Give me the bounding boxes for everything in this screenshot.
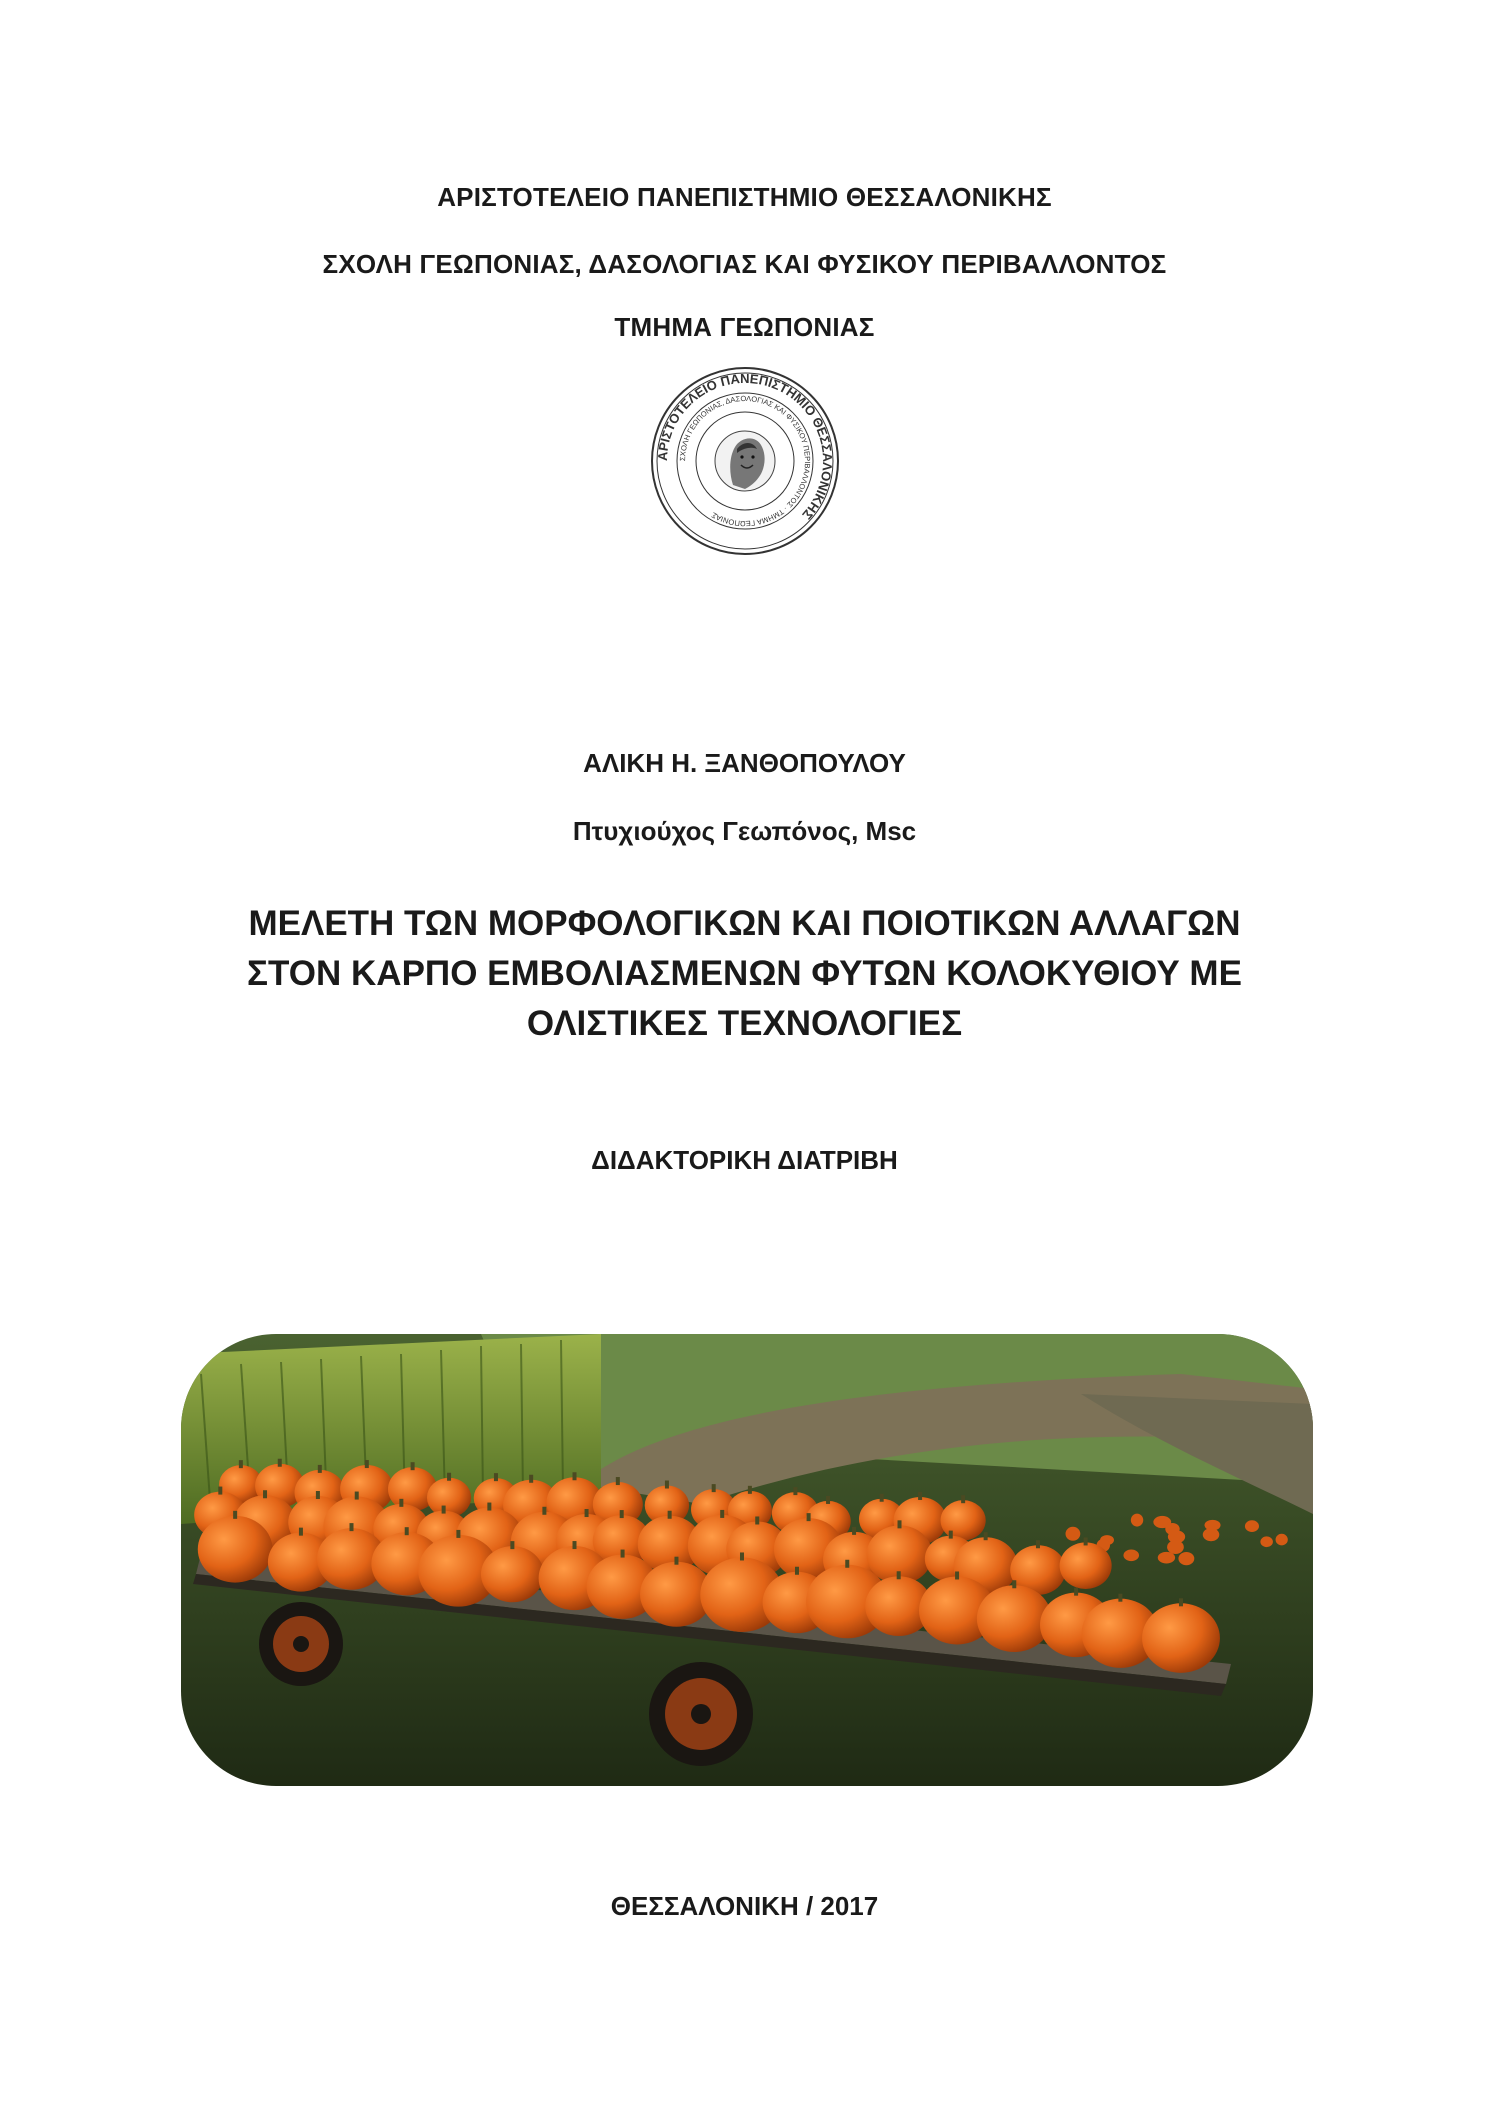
pumpkin-stem bbox=[665, 1481, 669, 1489]
thesis-title-line-3: ΟΛΙΣΤΙΚΕΣ ΤΕΧΝΟΛΟΓΙΕΣ bbox=[526, 1004, 963, 1043]
pumpkin-stem bbox=[793, 1487, 797, 1495]
pumpkin-stem bbox=[961, 1495, 965, 1503]
cover-photo-pumpkin-wagon bbox=[181, 1334, 1313, 1786]
pumpkin-stem bbox=[318, 1465, 322, 1473]
pumpkin-stem bbox=[1012, 1580, 1016, 1588]
pumpkin-stem bbox=[487, 1503, 491, 1511]
wagon-wheel bbox=[259, 1602, 343, 1686]
pumpkin-stem bbox=[573, 1472, 577, 1480]
pumpkin-stem bbox=[807, 1513, 811, 1521]
pumpkin-stem bbox=[239, 1460, 243, 1468]
pumpkin-stem bbox=[984, 1532, 988, 1540]
pumpkin-stem bbox=[585, 1509, 589, 1517]
distant-pumpkin bbox=[1178, 1552, 1194, 1565]
pumpkin-stem bbox=[411, 1462, 415, 1470]
pumpkin-stem bbox=[748, 1486, 752, 1494]
pumpkin-stem bbox=[1084, 1537, 1088, 1545]
seal-inner-text: ΣΧΟΛΗ ΓΕΩΠΟΝΙΑΣ, ΔΑΣΟΛΟΓΙΑΣ ΚΑΙ ΦΥΣΙΚΟΥ ΠΕΡΙΒΑΛΛΟΝΤΟΣ · ΤΜΗΜΑ ΓΕΩΠΟΝΙΑΣ bbox=[677, 393, 813, 529]
pumpkin-stem bbox=[720, 1510, 724, 1518]
pumpkin bbox=[1142, 1603, 1220, 1673]
pumpkin-stem bbox=[447, 1473, 451, 1481]
distant-pumpkin bbox=[1123, 1550, 1139, 1562]
pumpkin-stem bbox=[405, 1527, 409, 1535]
pumpkin-stem bbox=[1179, 1598, 1183, 1606]
pumpkin-stem bbox=[233, 1511, 237, 1519]
pumpkin-stem bbox=[1036, 1540, 1040, 1548]
distant-pumpkin bbox=[1276, 1534, 1288, 1546]
pumpkin-stem bbox=[845, 1560, 849, 1568]
department-name: ΤΜΗΜΑ ΓΕΩΠΟΝΙΑΣ bbox=[614, 312, 875, 342]
university-seal bbox=[649, 365, 841, 557]
pumpkin-stem bbox=[218, 1487, 222, 1495]
pumpkin-stem bbox=[399, 1499, 403, 1507]
pumpkin-stem bbox=[955, 1571, 959, 1579]
distant-pumpkin bbox=[1131, 1514, 1143, 1527]
pumpkin-stem bbox=[898, 1520, 902, 1528]
pumpkin-stem bbox=[755, 1516, 759, 1524]
pumpkin bbox=[977, 1585, 1052, 1652]
pumpkin-stem bbox=[299, 1528, 303, 1536]
pumpkin-stem bbox=[1074, 1588, 1078, 1596]
pumpkin-stem bbox=[573, 1541, 577, 1549]
pumpkin-stem bbox=[897, 1571, 901, 1579]
distant-pumpkin bbox=[1065, 1527, 1080, 1541]
pumpkin-stem bbox=[880, 1494, 884, 1502]
pumpkin-stem bbox=[355, 1492, 359, 1500]
pumpkin-stem bbox=[1118, 1594, 1122, 1602]
pumpkin-stem bbox=[442, 1506, 446, 1514]
seal-outer-text: ΑΡΙΣΤΟΤΕΛΕΙΟ ΠΑΝΕΠΙΣΤΗΜΙΟ ΘΕΣΣΑΛΟΝΙΚΗΣ bbox=[654, 370, 836, 523]
pumpkin bbox=[941, 1500, 986, 1540]
pumpkin-stem bbox=[616, 1477, 620, 1485]
pumpkin-stem bbox=[668, 1511, 672, 1519]
pumpkin-stem bbox=[852, 1527, 856, 1535]
document-type: ΔΙΔΑΚΤΟΡΙΚΗ ΔΙΑΤΡΙΒΗ bbox=[591, 1145, 898, 1175]
pumpkin-stem bbox=[350, 1523, 354, 1531]
pumpkin-stem bbox=[620, 1510, 624, 1518]
pumpkin bbox=[198, 1516, 273, 1583]
author-name: ΑΛΙΚΗ Η. ΞΑΝΘΟΠΟΥΛΟΥ bbox=[583, 748, 906, 778]
distant-pumpkin bbox=[1260, 1536, 1273, 1547]
pumpkin-stem bbox=[316, 1491, 320, 1499]
distant-pumpkin bbox=[1205, 1520, 1221, 1531]
pumpkin-stem bbox=[510, 1541, 514, 1549]
pumpkin bbox=[481, 1546, 544, 1602]
pumpkin-stem bbox=[263, 1490, 267, 1498]
place-year: ΘΕΣΣΑΛΟΝΙΚΗ / 2017 bbox=[610, 1891, 879, 1921]
seal-head-emblem bbox=[715, 431, 775, 491]
thesis-title-line-1: ΜΕΛΕΤΗ ΤΩΝ ΜΟΡΦΟΛΟΓΙΚΩΝ ΚΑΙ ΠΟΙΟΤΙΚΩΝ ΑΛΛΑΓΩΝ bbox=[248, 904, 1241, 943]
pumpkin-stem bbox=[949, 1531, 953, 1539]
distant-pumpkin bbox=[1245, 1520, 1259, 1532]
pumpkin-stem bbox=[456, 1530, 460, 1538]
pumpkin-stem bbox=[740, 1552, 744, 1560]
pumpkin-stem bbox=[826, 1496, 830, 1504]
pumpkin-stem bbox=[918, 1492, 922, 1500]
distant-pumpkin bbox=[1165, 1523, 1179, 1535]
distant-pumpkin bbox=[1158, 1552, 1175, 1564]
wagon-wheel bbox=[649, 1662, 753, 1766]
pumpkin-stem bbox=[674, 1557, 678, 1565]
pumpkin-stem bbox=[278, 1459, 282, 1467]
school-name: ΣΧΟΛΗ ΓΕΩΠΟΝΙΑΣ, ΔΑΣΟΛΟΓΙΑΣ ΚΑΙ ΦΥΣΙΚΟΥ ΠΕΡΙΒΑΛΛΟΝΤΟΣ bbox=[322, 249, 1167, 279]
pumpkin-stem bbox=[712, 1484, 716, 1492]
pumpkin-stem bbox=[795, 1567, 799, 1575]
pumpkin bbox=[1060, 1542, 1112, 1589]
author-degree: Πτυχιούχος Γεωπόνος, Msc bbox=[572, 816, 917, 846]
pumpkin-stem bbox=[621, 1550, 625, 1558]
pumpkin-stem bbox=[494, 1473, 498, 1481]
pumpkin-stem bbox=[529, 1475, 533, 1483]
pumpkin-stem bbox=[365, 1460, 369, 1468]
university-name: ΑΡΙΣΤΟΤΕΛΕΙΟ ΠΑΝΕΠΙΣΤΗΜΙΟ ΘΕΣΣΑΛΟΝΙΚΗΣ bbox=[437, 182, 1052, 212]
pumpkin-stem bbox=[542, 1507, 546, 1515]
thesis-title-line-2: ΣΤΟΝ ΚΑΡΠΟ ΕΜΒΟΛΙΑΣΜΕΝΩΝ ΦΥΤΩΝ ΚΟΛΟΚΥΘΙΟΥ ΜΕ bbox=[247, 954, 1242, 993]
